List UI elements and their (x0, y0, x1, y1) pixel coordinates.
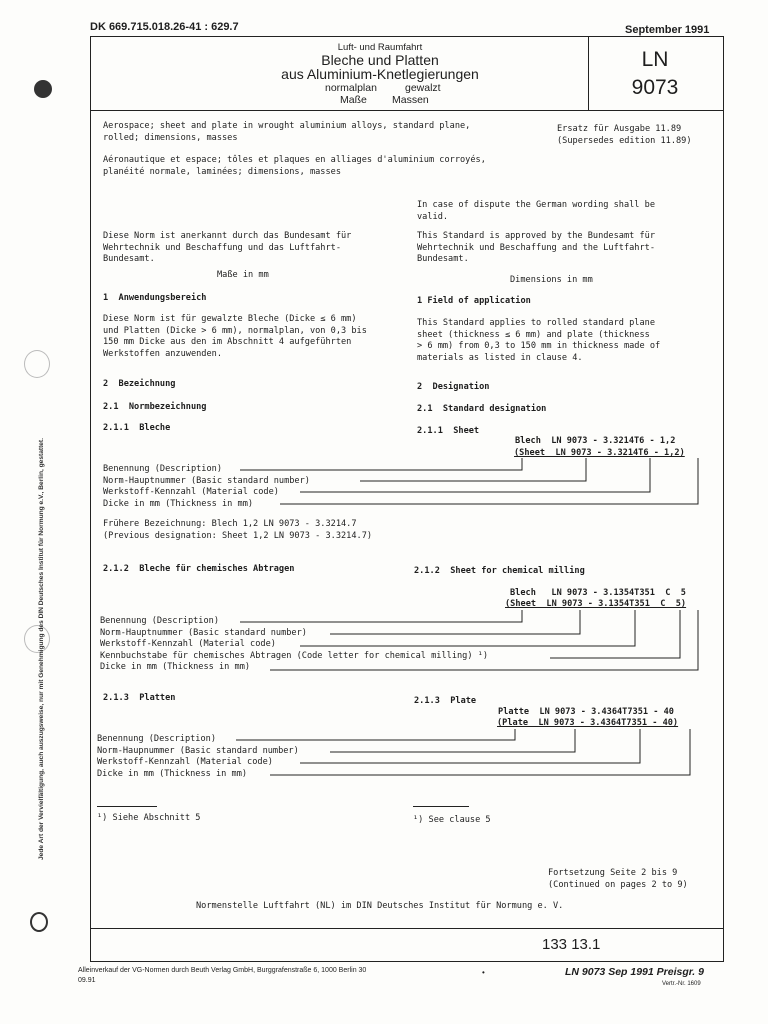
sec2-heading-de: 2 Bezeichnung (103, 379, 176, 389)
sales-date: 09.91 (78, 977, 96, 984)
subtitle-massen: Massen (392, 94, 429, 106)
supersedes-note: Ersatz für Ausgabe 11.89 (Supersedes edition 11.89) (557, 124, 692, 146)
designation-plate-legend: Benennung (Description) Norm-Haupnummer (Basic standard number) Werkstoff-Kennzahl (Material code) Dicke in mm (Thickness in mm) (97, 734, 299, 779)
dispute-note: In case of dispute the German wording shall be valid. (417, 200, 655, 222)
sec1-heading-de: 1 Anwendungsbereich (103, 293, 207, 303)
sec1-heading-en: 1 Field of application (417, 296, 531, 306)
former-designation: Frühere Bezeichnung: Blech 1,2 LN 9073 - 3.3214.7 (Previous designation: Sheet 1,2 LN 9073 - 3.3214.7) (103, 519, 373, 541)
designation-plate-de: Platte LN 9073 - 3.4364T7351 - 40 (498, 707, 674, 717)
designation-milling-de: Blech LN 9073 - 3.1354T351 C 5 (510, 588, 686, 598)
subtitle-masse: Maße (340, 94, 367, 106)
sec212-heading-de: 2.1.2 Bleche für chemisches Abtragen (103, 564, 295, 574)
designation-sheet-legend: Benennung (Description) Norm-Hauptnummer (Basic standard number) Werkstoff-Kennzahl (Material code) Dicke in mm (Thickness in mm) (103, 464, 310, 509)
sec211-heading-en: 2.1.1 Sheet (417, 426, 480, 436)
standard-number: 9073 (631, 76, 679, 99)
sec21-heading-en: 2.1 Standard designation (417, 404, 547, 414)
designation-plate-en: (Plate LN 9073 - 3.4364T7351 - 40) (497, 718, 679, 728)
sec213-heading-de: 2.1.3 Platten (103, 693, 176, 703)
sec212-heading-en: 2.1.2 Sheet for chemical milling (414, 566, 585, 576)
sec1-text-de: Diese Norm ist für gewalzte Bleche (Dicke ≤ 6 mm) und Platten (Dicke > 6 mm), normalplan, von 0,3 bis 150 mm Dicke aus den im Abschnitt 4 aufgeführten Werkstoffen anzuwenden. (103, 314, 367, 359)
footnote-de: ¹) Siehe Abschnitt 5 (97, 813, 201, 823)
dimensions-german: Maße in mm (217, 270, 269, 280)
title-french: Aéronautique et espace; tôles et plaques en alliages d'aluminium corroyés, planéité normale, laminées; dimensions, masses (103, 155, 486, 177)
bullet-dot: • (482, 968, 485, 977)
recognition-german: Diese Norm ist anerkannt durch das Bundesamt für Wehrtechnik und Beschaffung und das Luftfahrt- Bundesamt. (103, 231, 352, 264)
title-english: Aerospace; sheet and plate in wrought aluminium alloys, standard plane, rolled; dimensions, masses (103, 121, 471, 143)
designation-milling-en: (Sheet LN 9073 - 3.1354T351 C 5) (505, 599, 687, 609)
subtitle-gewalzt: gewalzt (405, 82, 441, 94)
issuer-line: Normenstelle Luftfahrt (NL) im DIN Deutsches Institut für Normung e. V. (196, 901, 564, 911)
footer-reference: LN 9073 Sep 1991 Preisgr. 9 (565, 966, 704, 978)
subtitle-normalplan: normalplan (325, 82, 377, 94)
designation-sheet-de: Blech LN 9073 - 3.3214T6 - 1,2 (515, 436, 676, 446)
title-line-2: aus Aluminium-Knetlegierungen (281, 66, 479, 82)
sec211-heading-de: 2.1.1 Bleche (103, 423, 171, 433)
designation-milling-legend: Benennung (Description) Norm-Hauptnummer (Basic standard number) Werkstoff-Kennzahl (Material code) Kennbuchstabe für chemisches Abtragen (Code letter for chemical milling) ¹) Dicke in mm (Thickness in mm) (100, 616, 489, 672)
designation-sheet-en: (Sheet LN 9073 - 3.3214T6 - 1,2) (514, 448, 685, 458)
category-label: Luft- und Raumfahrt (337, 42, 423, 53)
sales-note: Alleinverkauf der VG-Normen durch Beuth Verlag GmbH, Burggrafenstraße 6, 1000 Berlin 30 (78, 967, 367, 974)
sec1-text-en: This Standard applies to rolled standard plane sheet (thickness ≤ 6 mm) and plate (thickness > 6 mm) from 0,3 to 150 mm in thickness made of materials as listed in clause 4. (417, 318, 661, 363)
continuation-note: Fortsetzung Seite 2 bis 9 (Continued on pages 2 to 9) (548, 868, 688, 890)
footnote-rule-de (97, 806, 157, 807)
footnote-en: ¹) See clause 5 (413, 815, 491, 825)
footnote-rule-en (413, 806, 469, 807)
dk-number: DK 669.715.018.26-41 : 629.7 (90, 21, 239, 33)
sec2-heading-en: 2 Designation (417, 382, 490, 392)
issue-date: September 1991 (625, 24, 710, 36)
contract-number: Vertr.-Nr. 1609 (662, 981, 701, 987)
recognition-english: This Standard is approved by the Bundesamt für Wehrtechnik und Beschaffung and the Luftfahrt- Bundesamt. (417, 231, 655, 264)
copyright-margin-note: Jede Art der Vervielfältigung, auch auszugsweise, nur mit Genehmigung des DIN Deutsches Institut für Normung e.V., Berlin, gestattet. (38, 438, 45, 860)
dimensions-english: Dimensions in mm (510, 275, 593, 285)
footer-code: 133 13.1 (542, 936, 601, 953)
title-line-1: Bleche und Platten (321, 52, 439, 68)
sec213-heading-en: 2.1.3 Plate (414, 696, 477, 706)
sec21-heading-de: 2.1 Normbezeichnung (103, 402, 207, 412)
ln-label: LN (641, 48, 669, 71)
